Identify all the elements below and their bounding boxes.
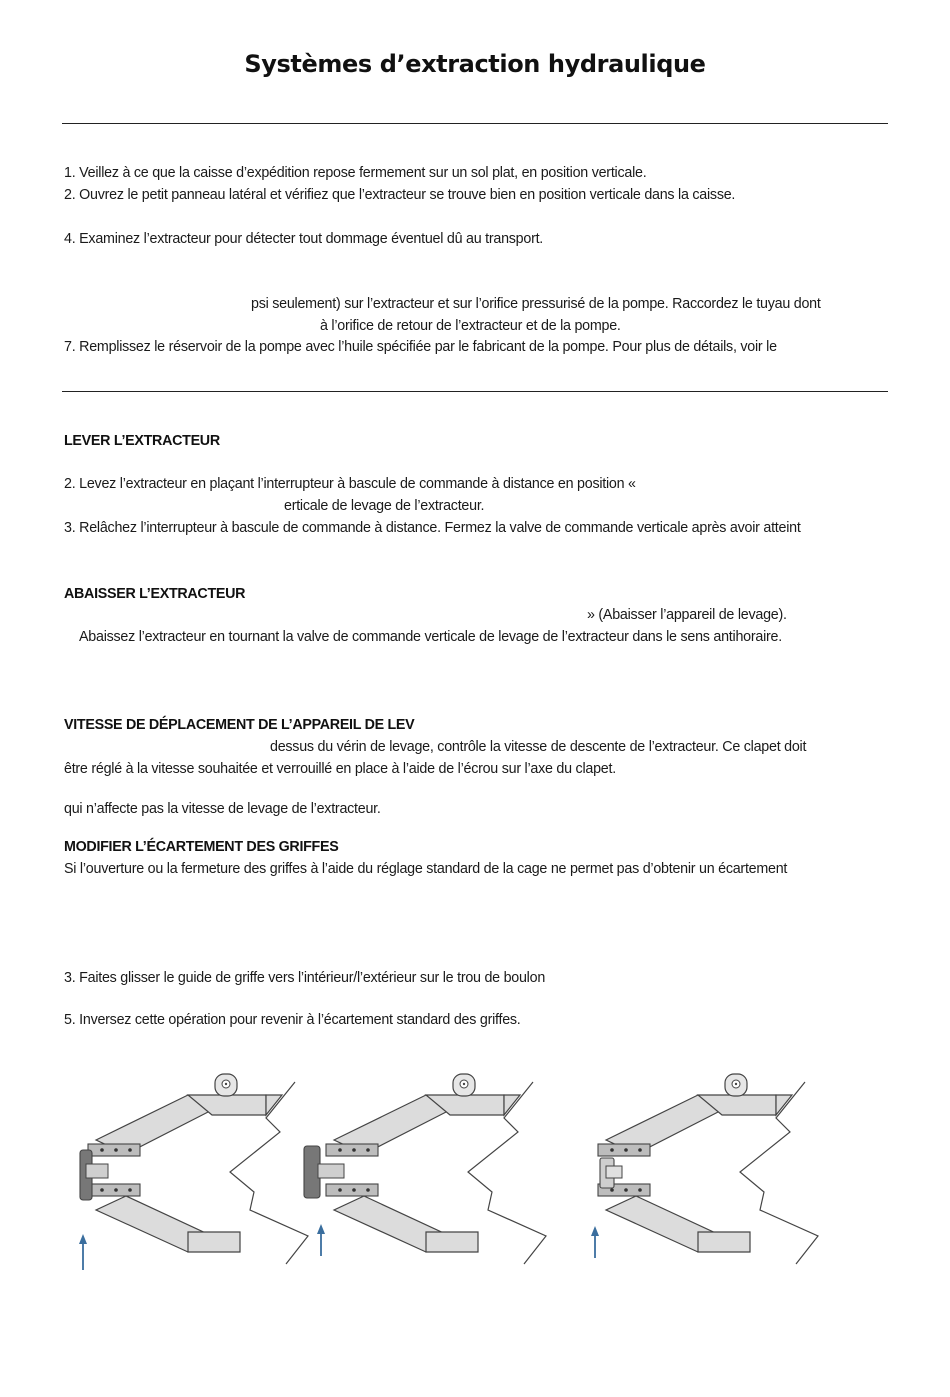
illustration-panel-1 — [79, 1074, 308, 1270]
section-heading-speed: VITESSE DE DÉPLACEMENT DE L’APPAREIL DE LEV — [64, 717, 415, 733]
step-line: » (Abaisser l’appareil de levage). — [587, 607, 787, 623]
step-line: à l’orifice de retour de l’extracteur et de la pompe. — [320, 318, 621, 334]
step-line: 1. Veillez à ce que la caisse d’expédition repose fermement sur un sol plat, en position verticale. — [64, 165, 647, 181]
paragraph-line: Si l’ouverture ou la fermeture des griffes à l’aide du réglage standard de la cage ne permet pas d’obtenir un écartement — [64, 861, 788, 877]
divider — [62, 391, 888, 392]
step-line: 3. Faites glisser le guide de griffe vers l’intérieur/l’extérieur sur le trou de boulon — [64, 970, 546, 986]
step-line: 2. Levez l’extracteur en plaçant l’interrupteur à bascule de commande à distance en position « — [64, 476, 636, 492]
step-line: 4. Examinez l’extracteur pour détecter tout dommage éventuel dû au transport. — [64, 231, 544, 247]
section-heading-jaws: MODIFIER L’ÉCARTEMENT DES GRIFFES — [64, 839, 339, 855]
illustration-panel-3 — [591, 1074, 818, 1264]
section-heading-raise: LEVER L’EXTRACTEUR — [64, 433, 220, 449]
jaw-spacing-illustration — [70, 1060, 840, 1280]
step-line: Abaissez l’extracteur en tournant la valve de commande verticale de levage de l’extracteur dans le sens antihoraire. — [79, 629, 782, 645]
step-line: 7. Remplissez le réservoir de la pompe avec l’huile spécifiée par le fabricant de la pompe. Pour plus de détails, voir le — [64, 339, 777, 355]
paragraph-line: qui n’affecte pas la vitesse de levage de l’extracteur. — [64, 801, 381, 817]
illustration-panel-2 — [304, 1074, 546, 1264]
page-title: Systèmes d’extraction hydraulique — [244, 50, 706, 78]
step-line: psi seulement) sur l’extracteur et sur l’orifice pressurisé de la pompe. Raccordez le tuyau dont — [251, 296, 821, 312]
step-line: erticale de levage de l’extracteur. — [284, 498, 485, 514]
step-line: 2. Ouvrez le petit panneau latéral et vérifiez que l’extracteur se trouve bien en position verticale dans la caisse. — [64, 187, 736, 203]
step-line: 5. Inversez cette opération pour revenir à l’écartement standard des griffes. — [64, 1012, 521, 1028]
paragraph-line: dessus du vérin de levage, contrôle la vitesse de descente de l’extracteur. Ce clapet doit — [270, 739, 807, 755]
paragraph-line: être réglé à la vitesse souhaitée et verrouillé en place à l’aide de l’écrou sur l’axe du clapet. — [64, 761, 616, 777]
section-heading-lower: ABAISSER L’EXTRACTEUR — [64, 586, 246, 602]
step-line: 3. Relâchez l’interrupteur à bascule de commande à distance. Fermez la valve de commande verticale après avoir atteint — [64, 520, 801, 536]
divider — [62, 123, 888, 124]
